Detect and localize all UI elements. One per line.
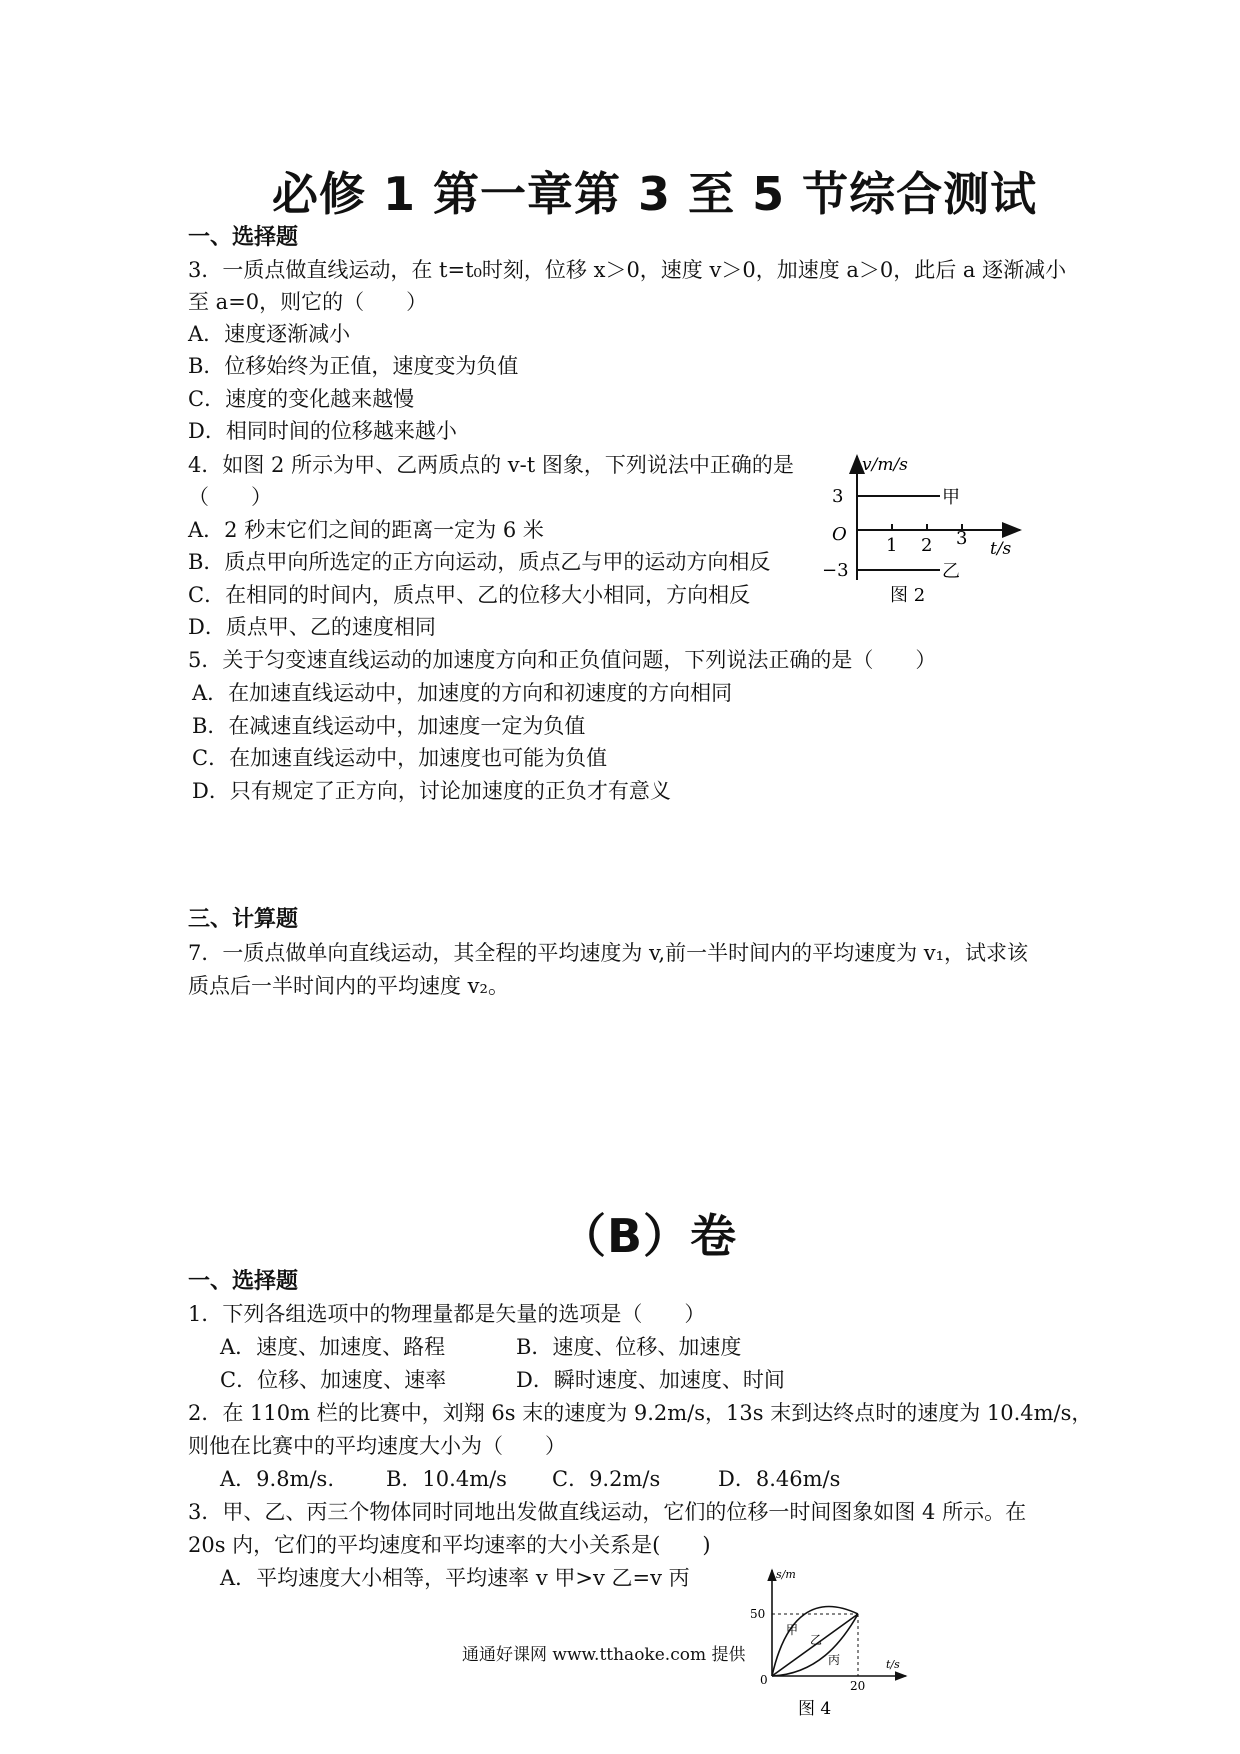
fig2-ylabel: v/m/s [862,455,908,475]
fig4-caption: 图 4 [798,1699,832,1719]
b-question-2-option-b: B．10.4m/s [386,1467,507,1491]
question-4-option-a: A．2 秒末它们之间的距离一定为 6 米 [188,518,544,542]
question-3-line2: 至 a=0，则它的（ ） [188,290,428,314]
question-4-option-c: C．在相同的时间内，质点甲、乙的位移大小相同，方向相反 [188,583,751,607]
fig2-origin: O [832,524,847,545]
question-7-line1: 7．一质点做单向直线运动，其全程的平均速度为 v,前一半时间内的平均速度为 v₁，试求该 [188,941,1029,965]
question-3-option-c: C．速度的变化越来越慢 [188,387,415,411]
page-title: 必修 1 第一章第 3 至 5 节综合测试 [272,167,1038,221]
fig2-xtick-3: 3 [956,528,968,549]
figure-2-vt-graph [820,448,1030,613]
question-5-option-d: D．只有规定了正方向，讨论加速度的正负才有意义 [192,779,671,803]
b-question-2-option-a: A．9.8m/s. [220,1467,335,1491]
section-heading-calculation: 三、计算题 [188,907,299,932]
fig2-caption: 图 2 [890,585,926,606]
b-question-1-option-c: C．位移、加速度、速率 [220,1368,447,1392]
question-4-line2: （ ） [188,485,272,509]
question-5-option-b: B．在减速直线运动中，加速度一定为负值 [192,714,586,738]
b-question-2-line1: 2．在 110m 栏的比赛中，刘翔 6s 末的速度为 9.2m/s，13s 末到达终点时的速度为 10.4m/s， [188,1401,1093,1425]
b-question-2-line2: 则他在比赛中的平均速度大小为（ ） [188,1434,566,1458]
b-question-3-option-a: A．平均速度大小相等，平均速率 v 甲>v 乙=v 丙 [220,1566,690,1590]
fig4-label-bing: 丙 [828,1653,841,1667]
section-heading-choice: 一、选择题 [188,225,299,250]
b-question-2-option-c: C．9.2m/s [552,1467,661,1491]
fig4-ylabel: s/m [776,1568,796,1581]
question-3-option-d: D．相同时间的位移越来越小 [188,419,457,443]
fig2-xlabel: t/s [990,539,1012,559]
question-3-line1: 3．一质点做直线运动，在 t=t₀时刻，位移 x＞0，速度 v＞0，加速度 a＞0，此后 a 逐渐减小 [188,258,1067,282]
question-3-option-b: B．位移始终为正值，速度变为负值 [188,354,519,378]
b-question-1-option-a: A．速度、加速度、路程 [220,1335,446,1359]
section-heading-choice-b: 一、选择题 [188,1269,299,1294]
figure-4-st-graph [746,1564,916,1724]
fig4-label-yi: 乙 [810,1633,823,1647]
b-question-3-line2: 20s 内，它们的平均速度和平均速率的大小关系是( ) [188,1533,711,1557]
question-5-option-c: C．在加速直线运动中，加速度也可能为负值 [192,746,608,770]
fig2-xtick-1: 1 [886,535,898,556]
fig4-origin: 0 [760,1673,768,1687]
fig2-label-jia: 甲 [942,487,960,508]
paper-b-title: （B）卷 [560,1209,738,1263]
page-footer: 通通好课网 www.tthaoke.com 提供 [462,1645,746,1665]
b-question-2-option-d: D．8.46m/s [718,1467,841,1491]
fig2-xtick-2: 2 [921,535,933,556]
fig4-xtick-20: 20 [850,1679,866,1693]
question-4-option-b: B．质点甲向所选定的正方向运动，质点乙与甲的运动方向相反 [188,550,771,574]
question-4-line1: 4．如图 2 所示为甲、乙两质点的 v-t 图象，下列说法中正确的是 [188,453,794,477]
b-question-1-option-d: D．瞬时速度、加速度、时间 [516,1368,785,1392]
b-question-1-option-b: B．速度、位移、加速度 [516,1335,742,1359]
question-7-line2: 质点后一半时间内的平均速度 v₂。 [188,974,509,998]
question-5-option-a: A．在加速直线运动中，加速度的方向和初速度的方向相同 [192,681,733,705]
fig2-ytick-neg: −3 [822,560,849,581]
question-5-line1: 5．关于匀变速直线运动的加速度方向和正负值问题，下列说法正确的是（ ） [188,648,937,672]
fig2-label-yi: 乙 [942,561,960,582]
b-question-1-line1: 1．下列各组选项中的物理量都是矢量的选项是（ ） [188,1302,706,1326]
fig2-ytick-pos: 3 [832,486,844,507]
b-question-3-line1: 3．甲、乙、丙三个物体同时同地出发做直线运动，它们的位移一时间图象如图 4 所示。在 [188,1500,1027,1524]
fig4-label-jia: 甲 [786,1623,799,1637]
question-3-option-a: A．速度逐渐减小 [188,322,351,346]
fig4-xlabel: t/s [886,1658,900,1671]
fig4-ytick-50: 50 [750,1607,766,1621]
question-4-option-d: D．质点甲、乙的速度相同 [188,615,436,639]
